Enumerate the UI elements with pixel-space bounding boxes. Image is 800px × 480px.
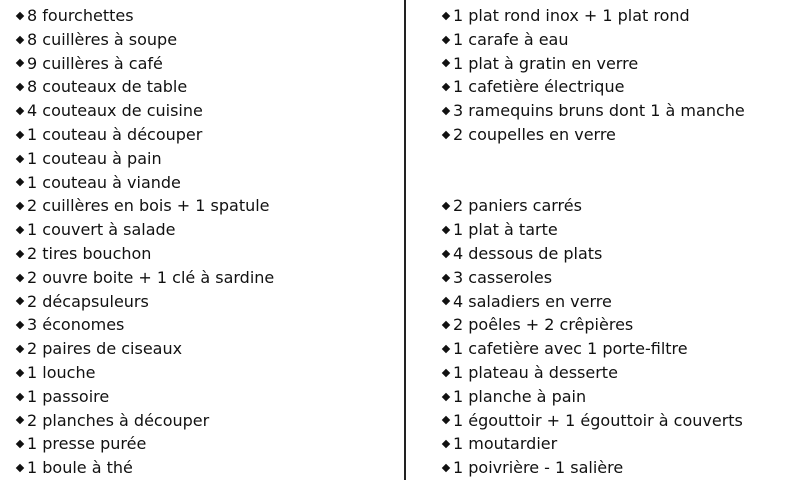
diamond-bullet-icon xyxy=(442,107,450,115)
list-item xyxy=(442,409,792,433)
list-item xyxy=(442,337,792,361)
diamond-bullet-icon xyxy=(16,83,24,91)
diamond-bullet-icon xyxy=(442,35,450,43)
list-item xyxy=(16,28,396,52)
diamond-bullet-icon xyxy=(16,12,24,20)
diamond-bullet-icon xyxy=(442,226,450,234)
list-item xyxy=(16,361,396,385)
diamond-bullet-icon xyxy=(16,464,24,472)
list-gap xyxy=(442,147,792,195)
item-label: 1 couteau à découper xyxy=(27,124,203,144)
list-item xyxy=(442,432,792,456)
item-label: 2 paniers carrés xyxy=(453,196,582,216)
item-label: 4 saladiers en verre xyxy=(453,291,612,311)
left-inventory-list xyxy=(16,4,396,480)
list-item xyxy=(16,337,396,361)
diamond-bullet-icon xyxy=(442,464,450,472)
diamond-bullet-icon xyxy=(16,35,24,43)
diamond-bullet-icon xyxy=(442,273,450,281)
list-item xyxy=(16,147,396,171)
diamond-bullet-icon xyxy=(16,226,24,234)
list-item xyxy=(16,313,396,337)
list-item xyxy=(442,4,792,28)
item-label: 1 plat à tarte xyxy=(453,220,558,240)
diamond-bullet-icon xyxy=(16,250,24,258)
diamond-bullet-icon xyxy=(16,178,24,186)
list-item xyxy=(442,242,792,266)
diamond-bullet-icon xyxy=(16,273,24,281)
item-label: 8 fourchettes xyxy=(27,6,134,25)
item-label: 1 planche à pain xyxy=(453,386,587,406)
list-item xyxy=(442,194,792,218)
item-label: 1 presse purée xyxy=(27,434,147,454)
list-item xyxy=(442,75,792,99)
list-item xyxy=(442,52,792,76)
diamond-bullet-icon xyxy=(16,59,24,67)
list-item xyxy=(16,75,396,99)
list-item xyxy=(16,432,396,456)
item-label: 1 couvert à salade xyxy=(27,220,176,240)
item-label: 1 passoire xyxy=(27,386,110,406)
item-label: 1 couteau à viande xyxy=(27,172,181,192)
diamond-bullet-icon xyxy=(442,297,450,305)
list-item xyxy=(16,194,396,218)
item-label: 2 coupelles en verre xyxy=(453,124,616,144)
list-item xyxy=(442,290,792,314)
diamond-bullet-icon xyxy=(16,416,24,424)
item-label: 8 couteaux de table xyxy=(27,77,188,97)
item-label: 1 plat rond inox + 1 plat rond xyxy=(453,6,690,25)
item-label: 3 ramequins bruns dont 1 à manche xyxy=(453,101,745,121)
diamond-bullet-icon xyxy=(442,416,450,424)
list-item xyxy=(16,99,396,123)
item-label: 3 économes xyxy=(27,315,125,335)
list-item xyxy=(442,123,792,147)
item-label: 1 couteau à pain xyxy=(27,148,162,168)
list-item xyxy=(442,99,792,123)
diamond-bullet-icon xyxy=(442,321,450,329)
diamond-bullet-icon xyxy=(16,321,24,329)
diamond-bullet-icon xyxy=(16,392,24,400)
list-item xyxy=(16,409,396,433)
diamond-bullet-icon xyxy=(442,131,450,139)
item-label: 8 cuillères à soupe xyxy=(27,29,178,49)
diamond-bullet-icon xyxy=(16,440,24,448)
list-item xyxy=(16,290,396,314)
column-divider xyxy=(404,0,406,480)
list-item xyxy=(16,171,396,195)
list-item xyxy=(442,218,792,242)
item-label: 2 poêles + 2 crêpières xyxy=(453,315,634,335)
list-item xyxy=(442,313,792,337)
item-label: 9 cuillères à café xyxy=(27,53,163,73)
item-label: 2 ouvre boite + 1 clé à sardine xyxy=(27,267,275,287)
diamond-bullet-icon xyxy=(16,369,24,377)
item-label: 2 décapsuleurs xyxy=(27,291,149,311)
diamond-bullet-icon xyxy=(442,250,450,258)
list-item xyxy=(442,266,792,290)
list-item xyxy=(442,361,792,385)
diamond-bullet-icon xyxy=(442,83,450,91)
diamond-bullet-icon xyxy=(442,392,450,400)
list-item xyxy=(16,266,396,290)
diamond-bullet-icon xyxy=(16,107,24,115)
item-label: 1 cafetière avec 1 porte-filtre xyxy=(453,339,688,359)
diamond-bullet-icon xyxy=(442,369,450,377)
diamond-bullet-icon xyxy=(16,345,24,353)
diamond-bullet-icon xyxy=(16,131,24,139)
item-label: 4 couteaux de cuisine xyxy=(27,101,203,121)
list-item xyxy=(442,28,792,52)
list-item xyxy=(16,218,396,242)
right-inventory-list xyxy=(442,4,792,480)
list-item xyxy=(16,242,396,266)
item-label: 1 plateau à desserte xyxy=(453,362,618,382)
list-item xyxy=(16,52,396,76)
list-item xyxy=(442,456,792,480)
diamond-bullet-icon xyxy=(442,202,450,210)
item-label: 4 dessous de plats xyxy=(453,243,603,263)
item-label: 2 planches à découper xyxy=(27,410,210,430)
item-label: 3 casseroles xyxy=(453,267,553,287)
item-label: 1 louche xyxy=(27,362,96,382)
diamond-bullet-icon xyxy=(16,202,24,210)
item-label: 1 moutardier xyxy=(453,434,558,454)
list-item xyxy=(16,123,396,147)
item-label: 1 poivrière - 1 salière xyxy=(453,458,624,478)
item-label: 1 carafe à eau xyxy=(453,29,569,49)
list-item xyxy=(16,385,396,409)
diamond-bullet-icon xyxy=(442,345,450,353)
item-label: 2 tires bouchon xyxy=(27,243,152,263)
item-label: 2 cuillères en bois + 1 spatule xyxy=(27,196,270,216)
diamond-bullet-icon xyxy=(442,12,450,20)
item-label: 1 boule à thé xyxy=(27,458,133,478)
diamond-bullet-icon xyxy=(442,440,450,448)
item-label: 1 cafetière électrique xyxy=(453,77,625,97)
item-label: 1 plat à gratin en verre xyxy=(453,53,639,73)
item-label: 1 égouttoir + 1 égouttoir à couverts xyxy=(453,410,743,430)
list-item xyxy=(16,456,396,480)
list-item xyxy=(442,385,792,409)
item-label: 2 paires de ciseaux xyxy=(27,339,183,359)
diamond-bullet-icon xyxy=(16,154,24,162)
diamond-bullet-icon xyxy=(16,297,24,305)
diamond-bullet-icon xyxy=(442,59,450,67)
list-item xyxy=(16,4,396,28)
